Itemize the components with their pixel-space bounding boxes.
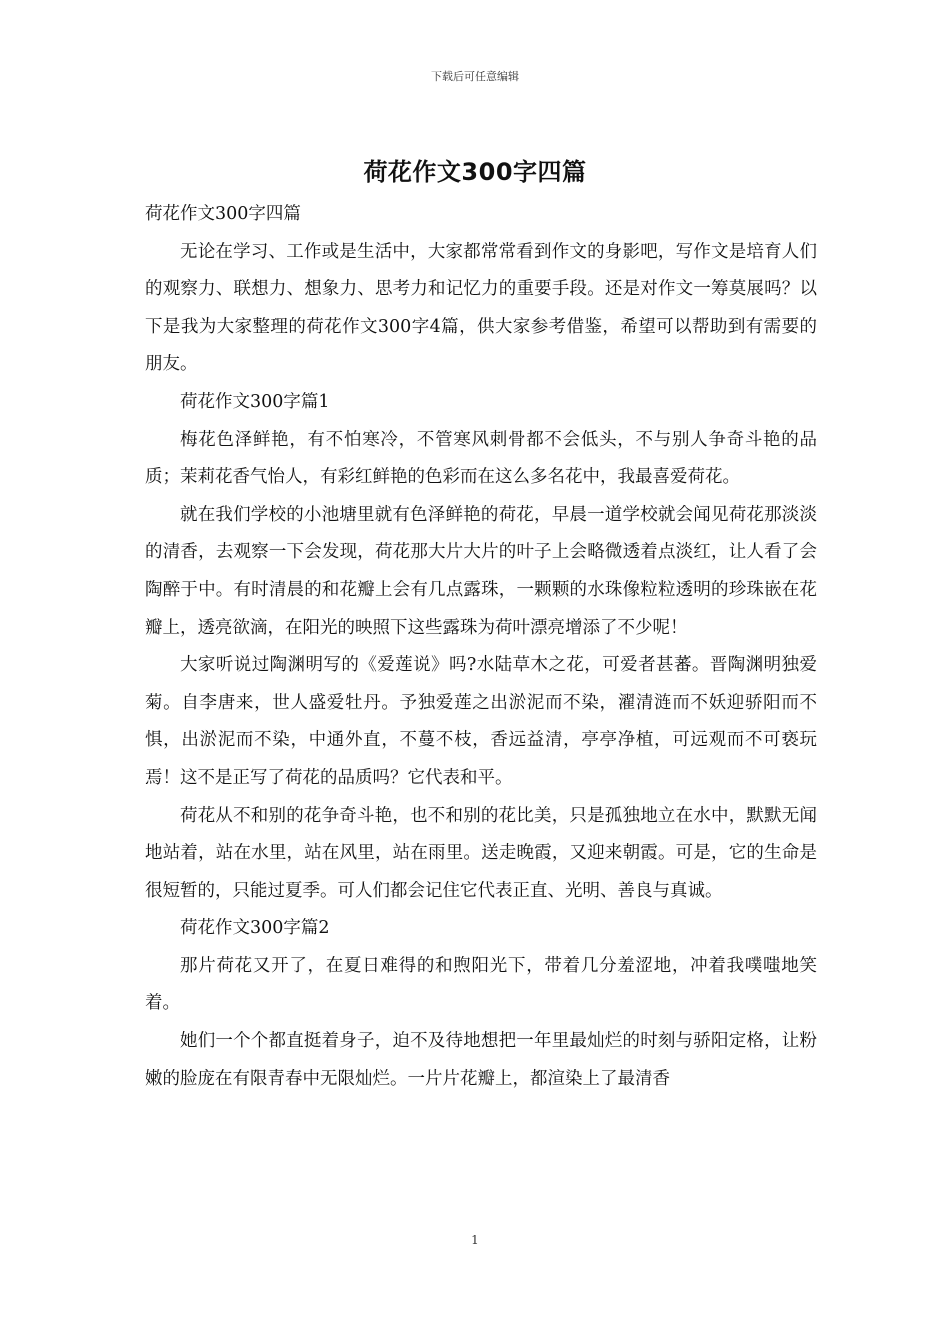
body-paragraph: 大家听说过陶渊明写的《爱莲说》吗?水陆草木之花，可爱者甚蕃。晋陶渊明独爱菊。自李唐来，世人盛爱牡丹。予独爱莲之出淤泥而不染，濯清涟而不妖迎骄阳而不惧，出淤泥而不染，中通外直，不蔓不枝，香远益清，亭亭净植，可远观而不可亵玩焉！这不是正写了荷花的品质吗？它代表和平。: [145, 655, 817, 788]
section-heading-1: 荷花作文300字篇1: [180, 391, 330, 412]
body-paragraph: 梅花色泽鲜艳，有不怕寒冷，不管寒风刺骨都不会低头，不与别人争奇斗艳的品质；茉莉花香气怡人，有彩红鲜艳的色彩而在这么多名花中，我最喜爱荷花。: [145, 429, 817, 488]
subtitle-paragraph: 荷花作文300字四篇: [145, 204, 301, 224]
page-number: 1: [471, 1233, 479, 1247]
section-heading-2: 荷花作文300字篇2: [180, 918, 330, 939]
page-header: 下载后可任意编辑: [431, 70, 519, 83]
body-paragraph: 那片荷花又开了，在夏日难得的和煦阳光下，带着几分羞涩地，冲着我噗嗤地笑着。: [145, 955, 817, 1014]
intro-paragraph: 无论在学习、工作或是生活中，大家都常常看到作文的身影吧，写作文是培育人们的观察力、联想力、想象力、思考力和记忆力的重要手段。还是对作文一筹莫展吗？以下是我为大家整理的荷花作文300字4篇，供大家参考借鉴，希望可以帮助到有需要的朋友。: [145, 241, 817, 375]
document-title: 荷花作文300字四篇: [363, 158, 587, 186]
body-paragraph: 她们一个个都直挺着身子，迫不及待地想把一年里最灿烂的时刻与骄阳定格，让粉嫩的脸庞在有限青春中无限灿烂。一片片花瓣上，都渲染上了最清香: [145, 1031, 817, 1089]
body-paragraph: 就在我们学校的小池塘里就有色泽鲜艳的荷花，早晨一道学校就会闻见荷花那淡淡的清香，去观察一下会发现，荷花那大片大片的叶子上会略微透着点淡红，让人看了会陶醉于中。有时清晨的和花瓣上会有几点露珠，一颗颗的水珠像粒粒透明的珍珠嵌在花瓣上，透亮欲滴，在阳光的映照下这些露珠为荷叶漂亮增添了不少呢！: [145, 504, 817, 638]
body-paragraph: 荷花从不和别的花争奇斗艳，也不和别的花比美，只是孤独地立在水中，默默无闻地站着，站在水里，站在风里，站在雨里。送走晚霞，又迎来朝霞。可是，它的生命是很短暂的，只能过夏季。可人们都会记住它代表正直、光明、善良与真诚。: [145, 805, 817, 901]
document-body: [145, 196, 817, 1098]
